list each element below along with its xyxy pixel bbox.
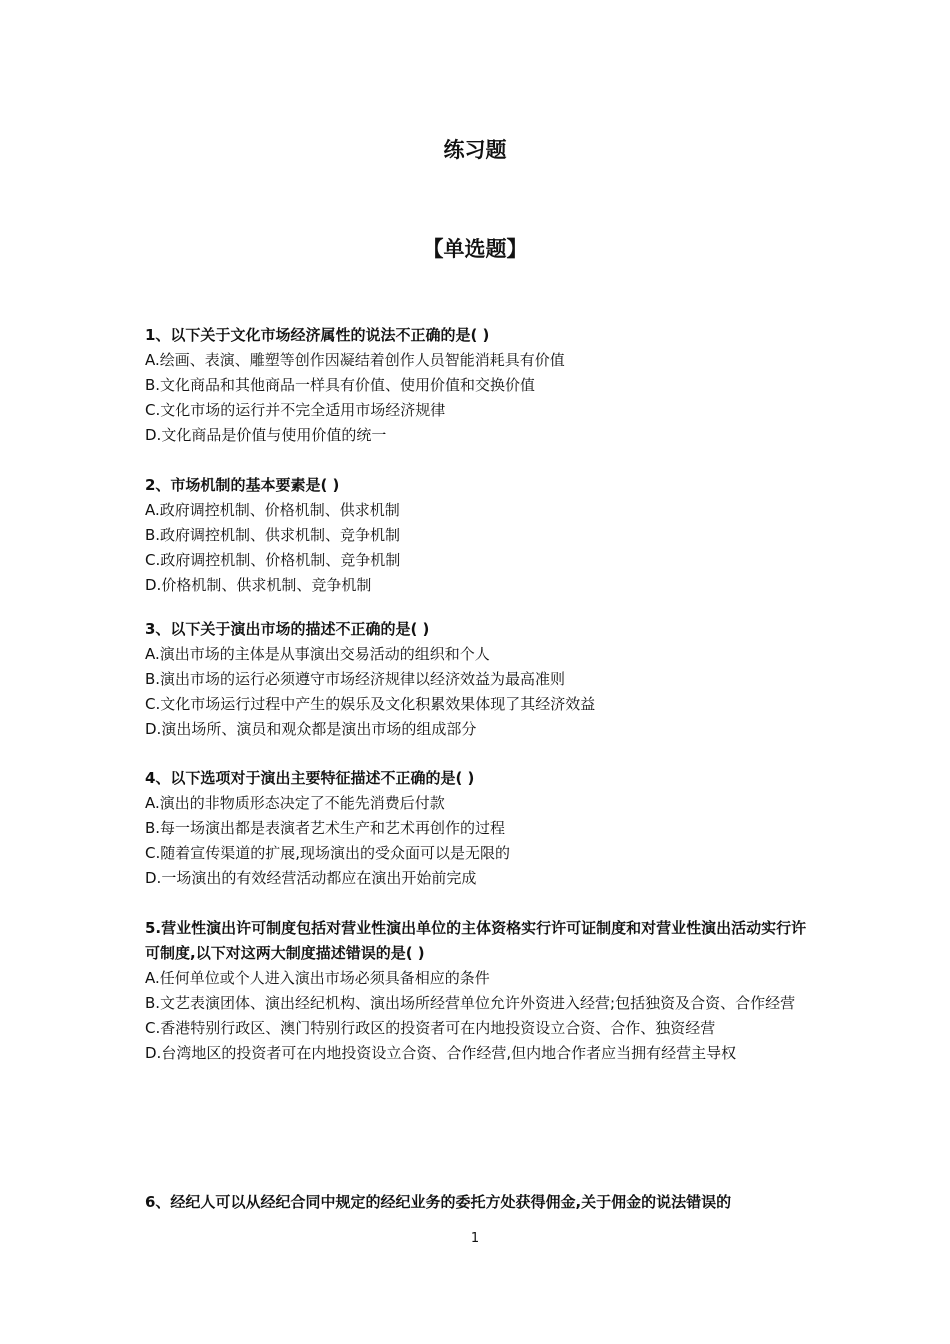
option-d: D.文化商品是价值与使用价值的统一 <box>145 426 387 444</box>
question-2 <box>145 473 810 598</box>
question-stem: 1、以下关于文化市场经济属性的说法不正确的是( ) <box>145 326 490 344</box>
question-stem: 2、市场机制的基本要素是( ) <box>145 476 340 494</box>
question-stem: 6、经纪人可以从经纪合同中规定的经纪业务的委托方处获得佣金,关于佣金的说法错误的 <box>145 1193 732 1211</box>
page-number: 1 <box>470 1231 480 1246</box>
option-d: D.价格机制、供求机制、竞争机制 <box>145 576 372 594</box>
option-b: B.文艺表演团体、演出经纪机构、演出场所经营单位允许外资进入经营;包括独资及合资、合作经营 <box>145 994 796 1012</box>
option-d: D.一场演出的有效经营活动都应在演出开始前完成 <box>145 869 477 887</box>
option-a: A.任何单位或个人进入演出市场必须具备相应的条件 <box>145 969 490 987</box>
option-c: C.文化市场运行过程中产生的娱乐及文化积累效果体现了其经济效益 <box>145 695 596 713</box>
option-b: B.每一场演出都是表演者艺术生产和艺术再创作的过程 <box>145 819 506 837</box>
option-c: C.政府调控机制、价格机制、竞争机制 <box>145 551 401 569</box>
question-6 <box>145 1190 810 1215</box>
section-title: 【单选题】 <box>422 237 528 261</box>
option-c: C.香港特别行政区、澳门特别行政区的投资者可在内地投资设立合资、合作、独资经营 <box>145 1019 716 1037</box>
question-stem: 3、以下关于演出市场的描述不正确的是( ) <box>145 620 430 638</box>
option-b: B.文化商品和其他商品一样具有价值、使用价值和交换价值 <box>145 376 536 394</box>
question-4 <box>145 766 810 891</box>
option-c: C.随着宣传渠道的扩展,现场演出的受众面可以是无限的 <box>145 844 511 862</box>
question-1 <box>145 323 810 448</box>
question-stem: 5.营业性演出许可制度包括对营业性演出单位的主体资格实行许可证制度和对营业性演出活动实行许可制度,以下对这两大制度描述错误的是( ) <box>145 919 807 962</box>
option-a: A.绘画、表演、雕塑等创作因凝结着创作人员智能消耗具有价值 <box>145 351 565 369</box>
option-c: C.文化市场的运行并不完全适用市场经济规律 <box>145 401 446 419</box>
question-3 <box>145 617 810 742</box>
option-b: B.演出市场的运行必须遵守市场经济规律以经济效益为最高准则 <box>145 670 566 688</box>
option-d: D.台湾地区的投资者可在内地投资设立合资、合作经营,但内地合作者应当拥有经营主导权 <box>145 1044 737 1062</box>
option-d: D.演出场所、演员和观众都是演出市场的组成部分 <box>145 720 477 738</box>
question-5 <box>145 916 810 1066</box>
question-stem: 4、以下选项对于演出主要特征描述不正确的是( ) <box>145 769 475 787</box>
page-title: 练习题 <box>443 138 507 162</box>
option-b: B.政府调控机制、供求机制、竞争机制 <box>145 526 401 544</box>
option-a: A.演出市场的主体是从事演出交易活动的组织和个人 <box>145 645 490 663</box>
option-a: A.政府调控机制、价格机制、供求机制 <box>145 501 400 519</box>
option-a: A.演出的非物质形态决定了不能先消费后付款 <box>145 794 445 812</box>
